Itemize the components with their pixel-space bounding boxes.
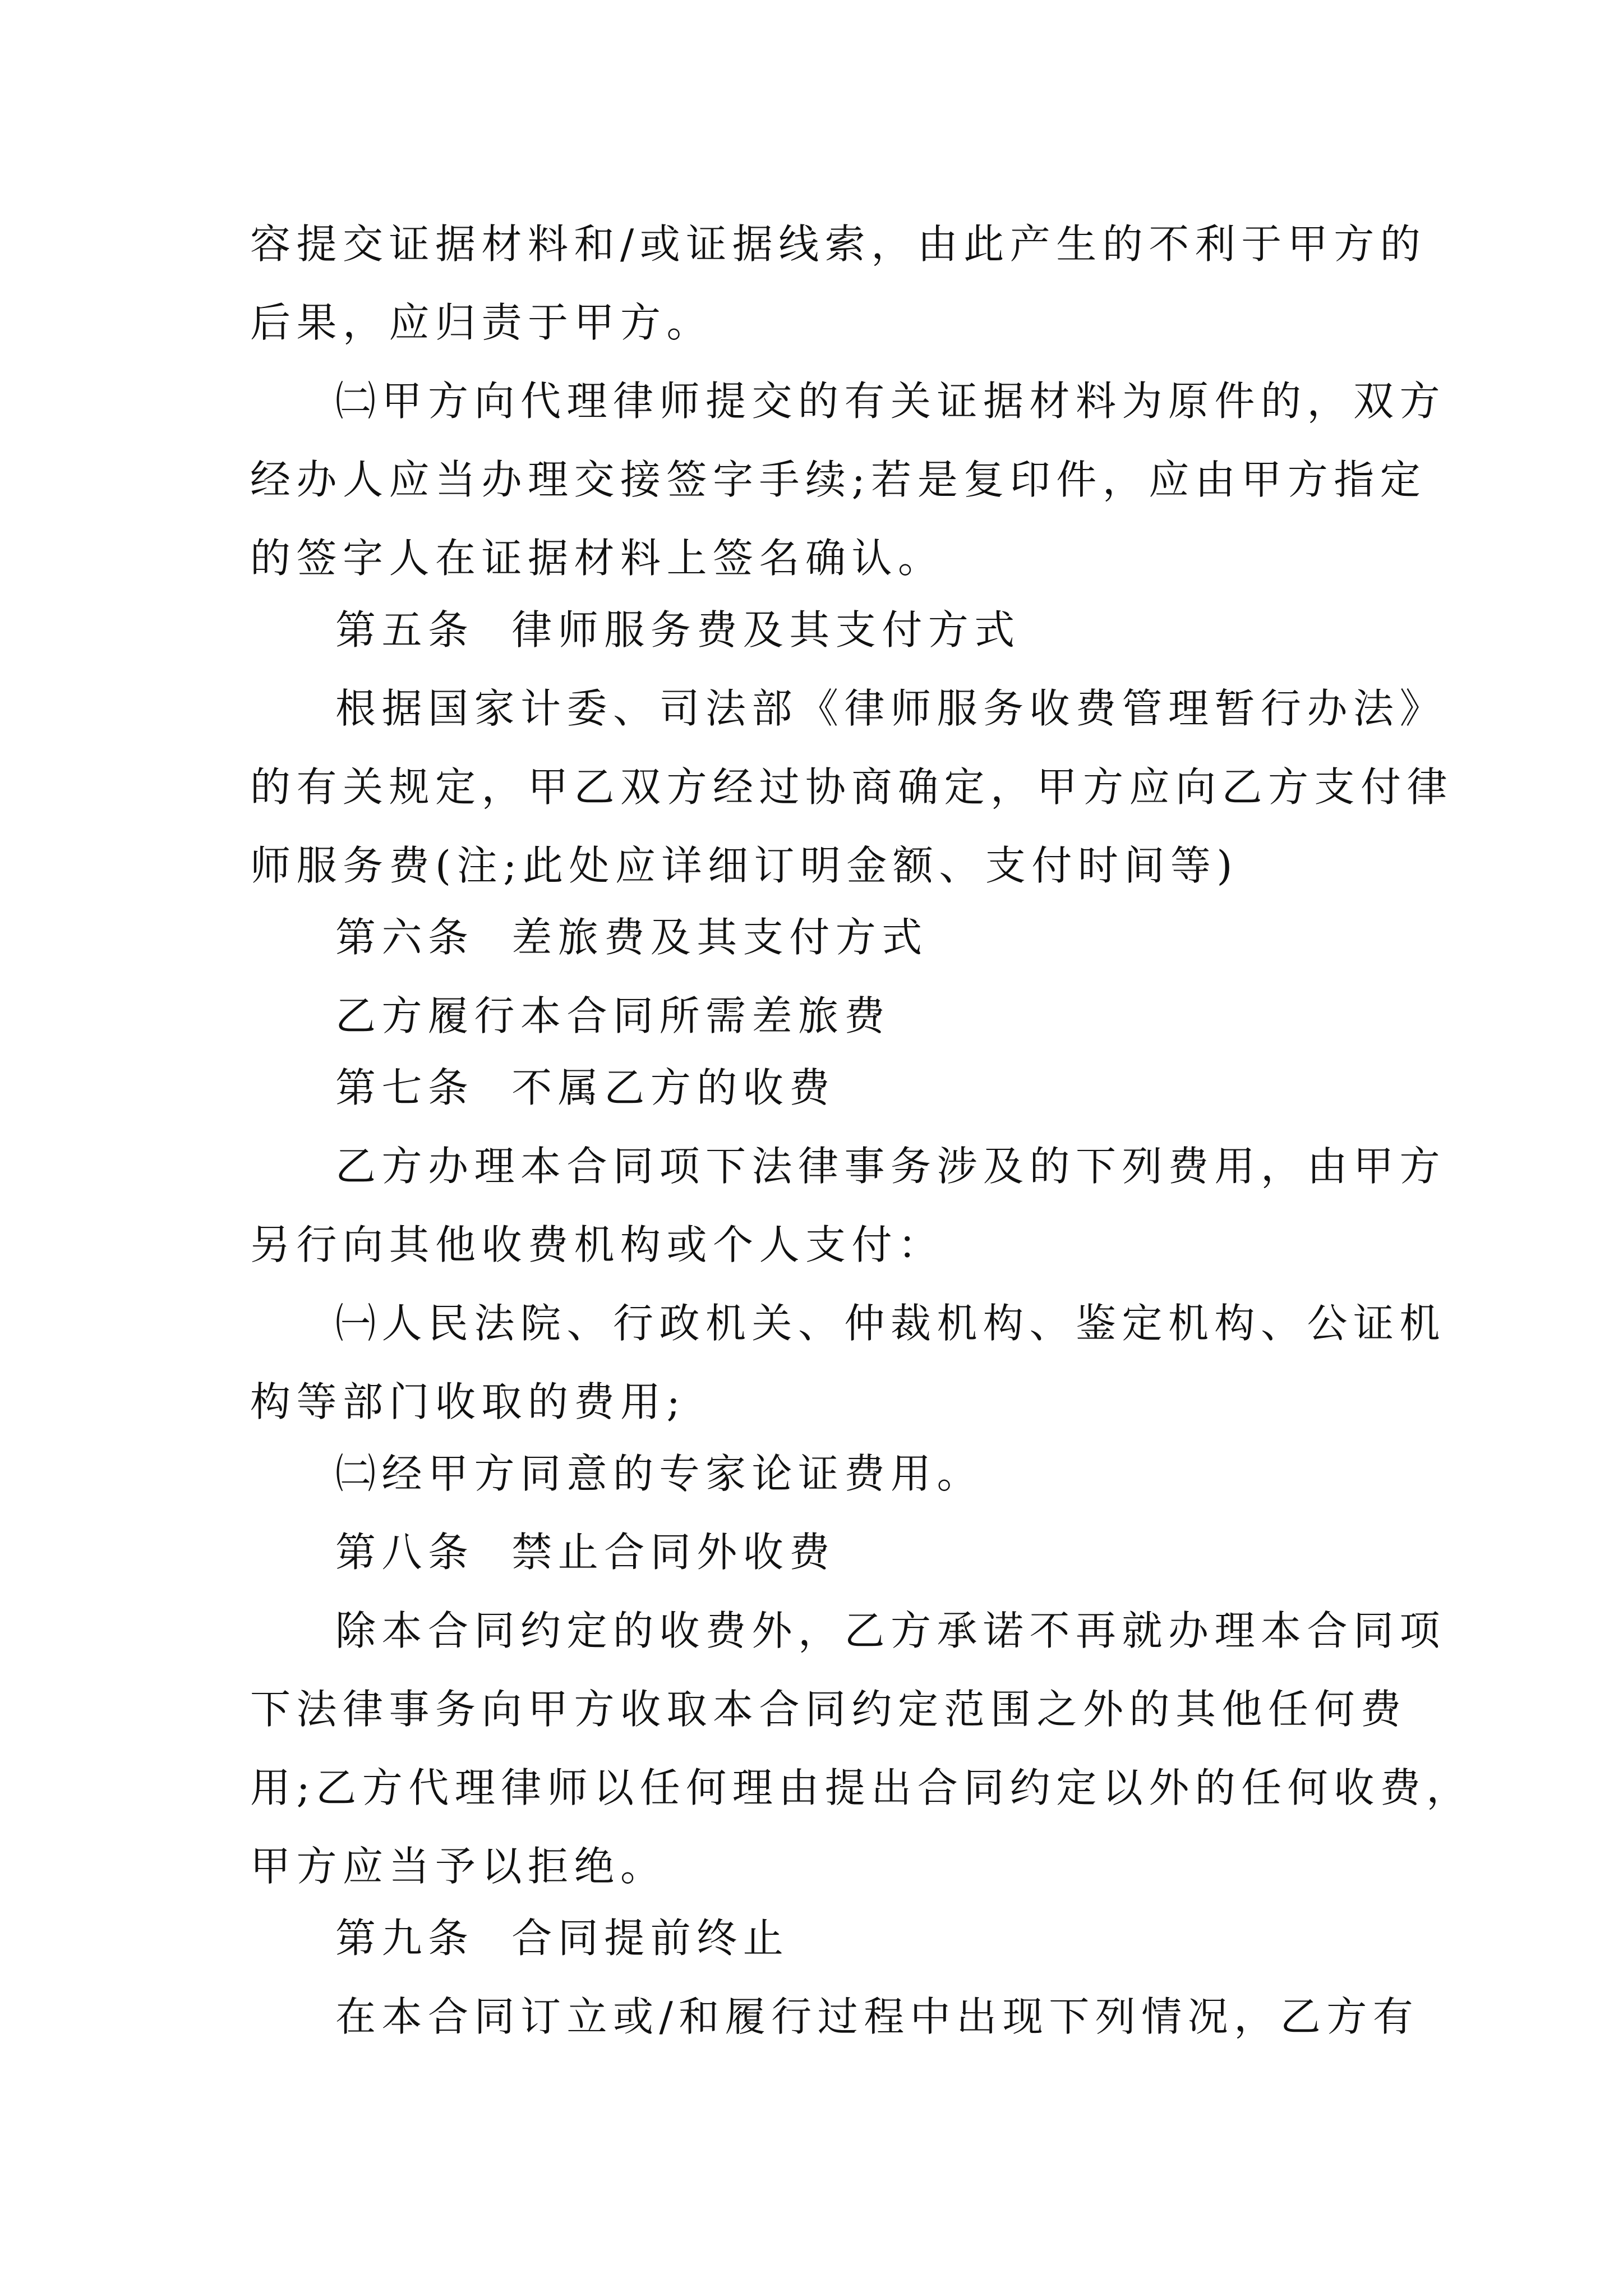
paragraph-line: ㈡经甲方同意的专家论证费用。: [335, 1450, 984, 1497]
paragraph-line: 乙方办理本合同项下法律事务涉及的下列费用，由甲方: [335, 1143, 1446, 1190]
paragraph-line: 师服务费(注;此处应详细订明金额、支付时间等): [250, 842, 1238, 889]
paragraph-line: 容提交证据材料和/或证据线索，由此产生的不利于甲方的: [250, 220, 1427, 268]
paragraph-line: ㈠人民法院、行政机关、仲裁机构、鉴定机构、公证机: [335, 1300, 1446, 1347]
paragraph-line: 的签字人在证据材料上签名确认。: [250, 535, 944, 582]
paragraph-line: 构等部门收取的费用;: [250, 1378, 686, 1425]
paragraph-line: 除本合同约定的收费外，乙方承诺不再就办理本合同项: [335, 1607, 1446, 1654]
paragraph-line: 乙方履行本合同所需差旅费: [335, 992, 891, 1039]
paragraph-line: 在本合同订立或/和履行过程中出现下列情况，乙方有: [335, 1993, 1419, 2040]
paragraph-line: 的有关规定，甲乙双方经过协商确定，甲方应向乙方支付律: [250, 763, 1454, 811]
paragraph-line: ㈡甲方向代理律师提交的有关证据材料为原件的，双方: [335, 378, 1446, 425]
section-heading: 第七条 不属乙方的收费: [335, 1064, 836, 1111]
section-heading: 第六条 差旅费及其支付方式: [335, 914, 928, 961]
section-heading: 第八条 禁止合同外收费: [335, 1529, 836, 1576]
paragraph-line: 经办人应当办理交接签字手续;若是复印件，应由甲方指定: [250, 456, 1427, 503]
paragraph-line: 甲方应当予以拒绝。: [250, 1843, 667, 1890]
paragraph-line: 下法律事务向甲方收取本合同约定范围之外的其他任何费: [250, 1686, 1407, 1733]
section-heading: 第五条 律师服务费及其支付方式: [335, 606, 1021, 654]
paragraph-line: 另行向其他收费机构或个人支付：: [250, 1221, 944, 1268]
paragraph-line: 用;乙方代理律师以任何理由提出合同约定以外的任何收费，: [250, 1764, 1473, 1811]
section-heading: 第九条 合同提前终止: [335, 1915, 790, 1962]
paragraph-line: 后果，应归责于甲方。: [250, 299, 713, 346]
paragraph-line: 根据国家计委、司法部《律师服务收费管理暂行办法》: [335, 685, 1446, 732]
